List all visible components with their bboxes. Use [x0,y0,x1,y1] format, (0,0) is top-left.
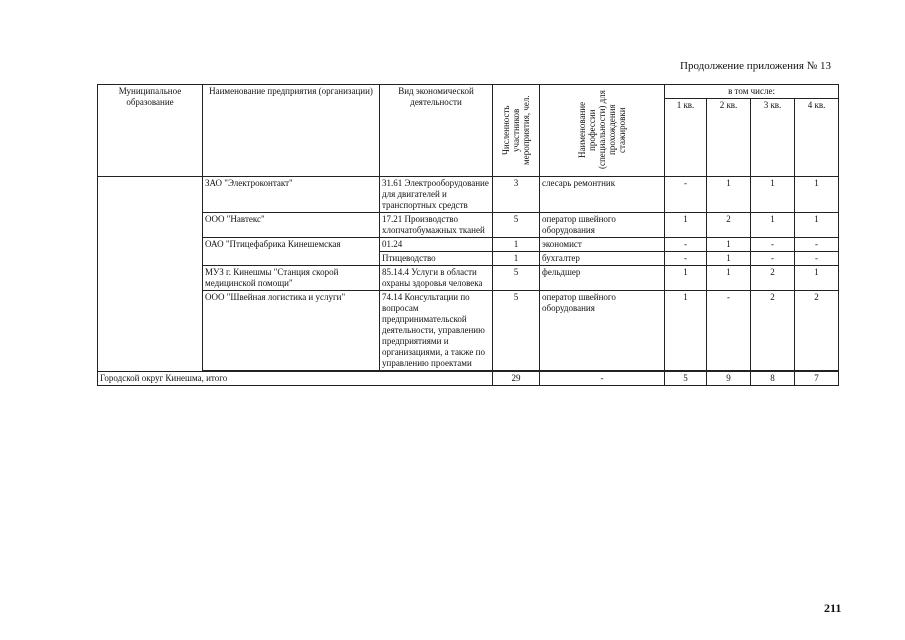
q4-cell: 2 [795,291,839,371]
activity-cell: 74.14 Консультации по вопросам предпринимательской деятельности, управлению предприятиями и организациями, а также по управлению проектами [380,291,493,371]
profession-cell: экономист [540,238,665,252]
header-activity: Вид экономической деятельности [380,85,493,177]
enterprise-name: МУЗ г. Кинешмы "Станция скорой медицинской помощи" [203,266,380,291]
q4-cell: 1 [795,266,839,291]
table-row [98,213,839,238]
page-number: 211 [824,601,842,615]
q1-cell: 1 [665,213,707,238]
total-q4: 7 [795,372,839,386]
activity-cell: 31.61 Электрооборудование для двигателей и транспортных средств [380,177,493,213]
q2-cell: 2 [707,213,751,238]
q1-cell: 1 [665,291,707,371]
count-cell: 1 [493,252,540,266]
q3-cell: 2 [751,266,795,291]
profession-cell: фельдшер [540,266,665,291]
total-q3: 8 [751,372,795,386]
q1-cell: 1 [665,266,707,291]
header-enterprise: Наименование предприятия (организации) [203,85,380,177]
q4-cell: 1 [795,177,839,213]
q2-cell: - [707,291,751,371]
q1-cell: - [665,177,707,213]
enterprise-name: ЗАО "Электроконтакт" [203,177,380,213]
total-count: 29 [493,372,540,386]
table-row [98,177,839,213]
profession-cell: слесарь ремонтник [540,177,665,213]
table-row [98,266,839,291]
table-row [98,238,839,252]
enterprise-name: ООО "Швейная логистика и услуги" [203,291,380,371]
header-q4: 4 кв. [795,99,839,177]
table-row [98,291,839,371]
q1-cell: - [665,252,707,266]
total-row [98,372,839,386]
internship-table [97,84,839,386]
total-label: Городской округ Кинешма, итого [98,372,493,386]
q3-cell: 2 [751,291,795,371]
q3-cell: - [751,238,795,252]
q3-cell: - [751,252,795,266]
activity-cell: Птицеводство [380,252,493,266]
count-cell: 3 [493,177,540,213]
header-q2: 2 кв. [707,99,751,177]
profession-cell: бухгалтер [540,252,665,266]
q3-cell: 1 [751,177,795,213]
q2-cell: 1 [707,238,751,252]
activity-cell: 17.21 Производство хлопчатобумажных тканей [380,213,493,238]
total-profession: - [540,372,665,386]
count-cell: 1 [493,238,540,252]
header-q3: 3 кв. [751,99,795,177]
q4-cell: 1 [795,213,839,238]
q2-cell: 1 [707,177,751,213]
header-participants: Численность участников мероприятия, чел. [493,85,540,177]
appendix-caption: Продолжение приложения № 13 [680,60,831,72]
header-q1: 1 кв. [665,99,707,177]
q4-cell: - [795,238,839,252]
q1-cell: - [665,238,707,252]
enterprise-name: ОАО "Птицефабрика Кинешемская [203,238,380,266]
header-including: в том числе: [665,85,839,99]
profession-cell: оператор швейного оборудования [540,213,665,238]
activity-cell: 85.14.4 Услуги в области охраны здоровья человека [380,266,493,291]
q3-cell: 1 [751,213,795,238]
q2-cell: 1 [707,252,751,266]
q4-cell: - [795,252,839,266]
total-q2: 9 [707,372,751,386]
profession-cell: оператор швейного оборудования [540,291,665,371]
count-cell: 5 [493,291,540,371]
enterprise-name: ООО "Навтекс" [203,213,380,238]
municipality-cell [98,177,203,372]
q2-cell: 1 [707,266,751,291]
count-cell: 5 [493,266,540,291]
count-cell: 5 [493,213,540,238]
header-municipality: Муниципальное образование [98,85,203,177]
activity-cell: 01.24 [380,238,493,252]
header-profession: Наименование профессии (специальности) для прохождения стажировки [540,85,665,177]
total-q1: 5 [665,372,707,386]
